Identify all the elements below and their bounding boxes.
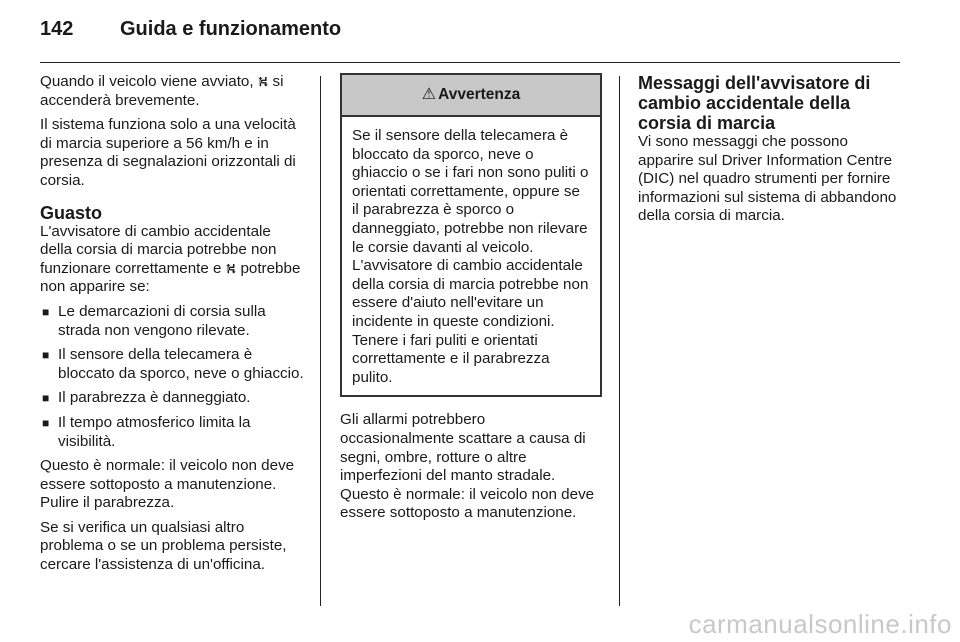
section-heading-messaggi: Messaggi dell'avvisatore di cambio accidentale della corsia di marcia xyxy=(638,73,871,133)
list-item xyxy=(40,414,306,451)
lane-departure-icon: ⛕ xyxy=(225,260,237,277)
column-left xyxy=(40,73,306,581)
column-divider-2 xyxy=(619,76,620,606)
text: Quando il veicolo viene avviato, xyxy=(40,73,254,90)
paragraph xyxy=(40,73,306,110)
warning-box xyxy=(340,73,602,397)
paragraph: Il sistema funziona solo a una velocità di marcia superiore a 56 km/h e in presenza di segnalazioni orizzontali di corsia. xyxy=(40,116,296,189)
watermark: carmanualsonline.info xyxy=(688,609,952,639)
page-header xyxy=(40,18,341,48)
paragraph: Questo è normale: il veicolo non deve essere sottoposto a manutenzione. Pulire il parabrezza. xyxy=(40,457,295,512)
paragraph: Vi sono messaggi che possono apparire sul Driver Information Centre (DIC) nel quadro strumenti per fornire informazioni sul sistema di abbandono della corsia di marcia. xyxy=(638,133,897,225)
list-item xyxy=(40,346,306,383)
paragraph: Gli allarmi potrebbero occasionalmente scattare a causa di segni, ombre, rotture o altre imperfezioni del manto stradale. Questo è normale: il veicolo non deve essere sottoposto a manutenzione. xyxy=(340,411,595,522)
square-bullet-icon: ■ xyxy=(42,348,50,363)
text: potrebbe non apparire se: xyxy=(40,259,301,296)
list-item-text: Il sensore della telecamera è bloccato da sporco, neve o ghiaccio. xyxy=(58,346,304,382)
warning-text: Se il sensore della telecamera è bloccato da sporco, neve o ghiaccio o se i fari non sono puliti o orientati correttamente, oppure se il parabrezza è sporco o danneggiato, potrebbe non rilevare le corsie davanti al veicolo. L'avvisatore di cambio accidentale della corsia di marcia potrebbe non essere d'aiuto nell'evitare un incidente in queste condizioni. Tenere i fari puliti e orientati correttamente e il parabrezza pulito. xyxy=(352,127,589,386)
bullet-list xyxy=(40,303,306,451)
lane-departure-icon: ⛕ xyxy=(257,74,269,90)
list-item-text: Le demarcazioni di corsia sulla strada non vengono rilevate. xyxy=(58,302,266,339)
square-bullet-icon: ■ xyxy=(42,391,50,406)
header-rule xyxy=(40,62,900,63)
warning-triangle-icon: ⚠ xyxy=(421,85,437,103)
page-number: 142 xyxy=(40,18,74,40)
text: L'avvisatore di cambio accidentale della corsia di marcia potrebbe non funzionare correttamente e xyxy=(40,222,277,277)
list-item-text: Il tempo atmosferico limita la visibilità. xyxy=(58,413,251,450)
square-bullet-icon: ■ xyxy=(42,304,50,319)
column-divider-1 xyxy=(320,76,321,606)
square-bullet-icon: ■ xyxy=(42,415,50,430)
warning-header xyxy=(342,75,600,117)
list-item xyxy=(40,389,306,408)
column-right xyxy=(638,73,900,232)
column-middle xyxy=(340,73,602,529)
paragraph: Se si verifica un qualsiasi altro problema o se un problema persiste, cercare l'assistenza di un'officina. xyxy=(40,518,287,574)
warning-title: Avvertenza xyxy=(438,85,521,103)
list-item xyxy=(40,303,306,340)
section-heading-guasto: Guasto xyxy=(40,202,103,223)
list-item-text: Il parabrezza è danneggiato. xyxy=(58,389,251,407)
running-title: Guida e funzionamento xyxy=(120,18,342,40)
paragraph xyxy=(40,223,306,297)
text: si accenderà brevemente. xyxy=(40,73,284,109)
